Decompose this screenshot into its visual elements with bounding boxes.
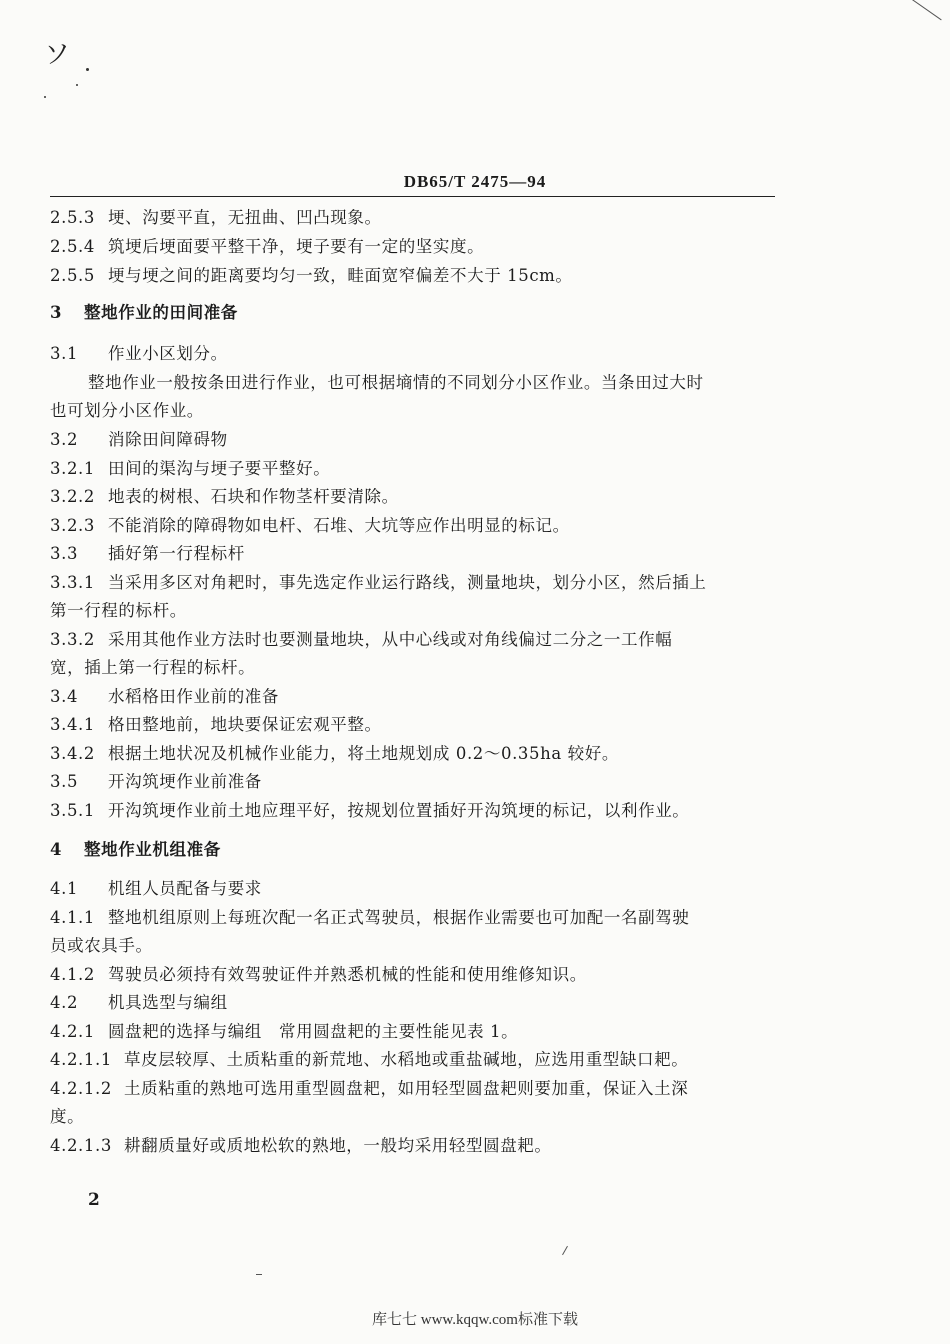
paragraph-line: 宽，插上第一行程的标杆。 xyxy=(50,658,256,677)
clause-number: 3.2.3 xyxy=(50,516,95,535)
clause-number: 2.5.4 xyxy=(50,237,95,256)
section-heading xyxy=(50,836,221,860)
section-number: 4 xyxy=(50,840,63,859)
clause-text: 当采用多区对角耙时，事先选定作业运行路线，测量地块，划分小区，然后插上 xyxy=(108,573,707,592)
clause-number: 4.2.1.1 xyxy=(50,1050,112,1069)
text-line xyxy=(50,1018,518,1042)
text-line xyxy=(50,569,707,593)
section-number: 3 xyxy=(50,303,63,322)
clause-text: 草皮层较厚、土质粘重的新荒地、水稻地或重盐碱地，应选用重型缺口耙。 xyxy=(124,1050,689,1069)
paragraph-line: 整地作业一般按条田进行作业，也可根据墒情的不同划分小区作业。当条田过大时 xyxy=(88,373,704,392)
clause-text: 机具选型与编组 xyxy=(108,993,228,1012)
clause-number: 4.1 xyxy=(50,879,79,898)
clause-number: 4.2.1.2 xyxy=(50,1079,112,1098)
clause-text: 埂与埂之间的距离要均匀一致，畦面宽窄偏差不大于 15cm。 xyxy=(108,266,573,285)
text-line xyxy=(50,740,619,764)
clause-text: 耕翻质量好或质地松软的熟地，一般均采用轻型圆盘耙。 xyxy=(124,1136,552,1155)
clause-text: 整地机组原则上每班次配一名正式驾驶员，根据作业需要也可加配一名副驾驶 xyxy=(108,908,690,927)
clause-number: 4.2.1 xyxy=(50,1022,95,1041)
scan-speck xyxy=(44,96,46,98)
clause-text: 筑埂后埂面要平整干净，埂子要有一定的坚实度。 xyxy=(108,237,485,256)
clause-text: 地表的树根、石块和作物茎杆要清除。 xyxy=(108,487,399,506)
paragraph-line: 员或农具手。 xyxy=(50,936,153,955)
text-line xyxy=(50,1132,552,1156)
text-line xyxy=(50,989,228,1013)
header-rule xyxy=(50,196,775,197)
clause-text: 驾驶员必须持有效驾驶证件并熟悉机械的性能和使用维修知识。 xyxy=(108,965,587,984)
text-line xyxy=(50,455,330,479)
clause-text: 采用其他作业方法时也要测量地块，从中心线或对角线偏过二分之一工作幅 xyxy=(108,630,673,649)
clause-text: 插好第一行程标杆 xyxy=(108,544,245,563)
clause-text: 根据土地状况及机械作业能力，将土地规划成 0.2～0.35ha 较好。 xyxy=(108,744,619,763)
clause-text: 田间的渠沟与埂子要平整好。 xyxy=(108,459,331,478)
text-line xyxy=(50,233,484,257)
clause-text: 埂、沟要平直，无扭曲、凹凸现象。 xyxy=(108,208,382,227)
clause-number: 4.1.1 xyxy=(50,908,95,927)
clause-number: 2.5.3 xyxy=(50,208,95,227)
text-line xyxy=(50,1046,688,1070)
text-line xyxy=(50,904,689,928)
scan-artifact xyxy=(256,1274,262,1275)
text-line xyxy=(50,875,262,899)
section-heading xyxy=(50,299,238,323)
clause-number: 4.2.1.3 xyxy=(50,1136,112,1155)
clause-text: 作业小区划分。 xyxy=(108,344,228,363)
text-line xyxy=(50,711,382,735)
clause-text: 圆盘耙的选择与编组 常用圆盘耙的主要性能见表 1。 xyxy=(108,1022,519,1041)
clause-number: 3.3.2 xyxy=(50,630,95,649)
clause-number: 3.4.2 xyxy=(50,744,95,763)
scan-speck xyxy=(76,84,78,86)
clause-text: 格田整地前，地块要保证宏观平整。 xyxy=(108,715,382,734)
paragraph-line: 度。 xyxy=(50,1107,85,1126)
clause-number: 3.2.2 xyxy=(50,487,95,506)
handwritten-mark: ソ xyxy=(44,40,71,70)
text-line xyxy=(50,204,382,228)
text-line xyxy=(50,540,245,564)
text-line xyxy=(50,683,279,707)
text-line xyxy=(50,512,570,536)
clause-number: 2.5.5 xyxy=(50,266,95,285)
text-line xyxy=(50,797,689,821)
clause-text: 消除田间障碍物 xyxy=(108,430,228,449)
text-line xyxy=(50,483,399,507)
text-line xyxy=(50,1075,688,1099)
clause-number: 3.2 xyxy=(50,430,79,449)
clause-number: 3.5 xyxy=(50,772,79,791)
clause-number: 3.5.1 xyxy=(50,801,95,820)
clause-text: 土质粘重的熟地可选用重型圆盘耙，如用轻型圆盘耙则要加重，保证入土深 xyxy=(124,1079,689,1098)
text-line xyxy=(50,961,587,985)
text-line xyxy=(50,626,672,650)
clause-text: 开沟筑埂作业前土地应理平好，按规划位置插好开沟筑埂的标记，以利作业。 xyxy=(108,801,690,820)
text-line xyxy=(50,262,573,286)
clause-number: 3.4 xyxy=(50,687,79,706)
clause-number: 4.2 xyxy=(50,993,79,1012)
clause-number: 3.3.1 xyxy=(50,573,95,592)
scan-speck xyxy=(86,68,89,71)
text-line xyxy=(50,340,228,364)
clause-number: 4.1.2 xyxy=(50,965,95,984)
watermark-footer: 库七七 www.kqqw.com标准下载 xyxy=(372,1312,578,1328)
paragraph-line: 也可划分小区作业。 xyxy=(50,401,204,420)
clause-text: 不能消除的障碍物如电杆、石堆、大坑等应作出明显的标记。 xyxy=(108,516,570,535)
text-line xyxy=(50,426,228,450)
scan-artifact xyxy=(908,0,941,20)
clause-number: 3.3 xyxy=(50,544,79,563)
clause-number: 3.2.1 xyxy=(50,459,95,478)
paragraph-line: 第一行程的标杆。 xyxy=(50,601,187,620)
clause-number: 3.1 xyxy=(50,344,79,363)
clause-text: 水稻格田作业前的准备 xyxy=(108,687,279,706)
section-title: 整地作业的田间准备 xyxy=(84,303,238,322)
text-line xyxy=(50,768,262,792)
page-number: 2 xyxy=(88,1190,100,1210)
section-title: 整地作业机组准备 xyxy=(84,840,221,859)
clause-text: 开沟筑埂作业前准备 xyxy=(108,772,262,791)
scan-artifact xyxy=(562,1246,568,1255)
document-header: DB65/T 2475—94 xyxy=(403,172,547,191)
clause-text: 机组人员配备与要求 xyxy=(108,879,262,898)
clause-number: 3.4.1 xyxy=(50,715,95,734)
